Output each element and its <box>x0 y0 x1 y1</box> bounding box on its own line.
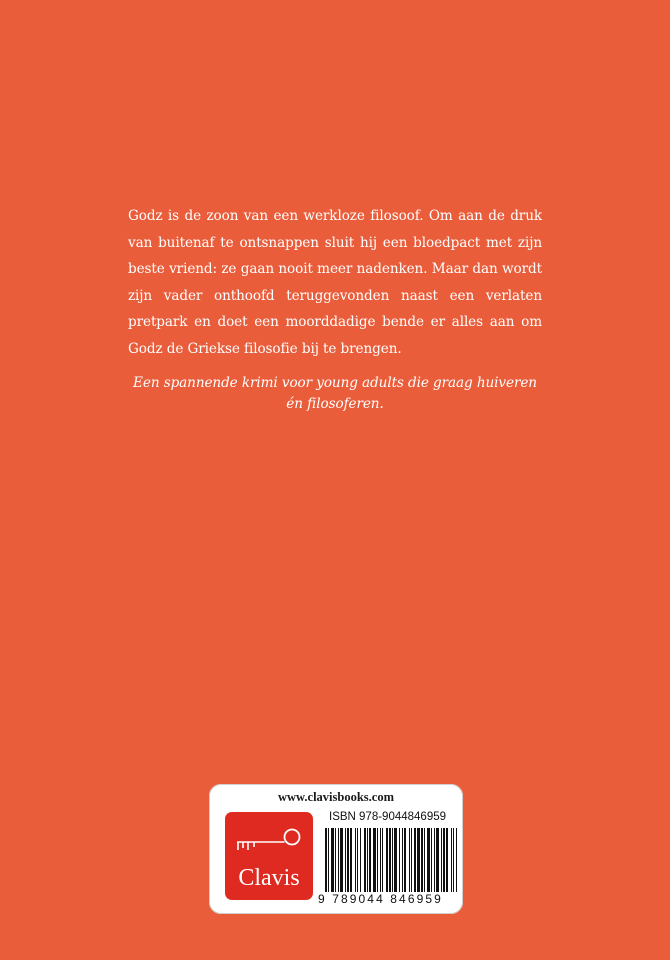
barcode-bar <box>411 828 412 892</box>
barcode-bar <box>357 828 358 892</box>
barcode-bar <box>427 828 430 892</box>
barcode-bar <box>424 828 425 892</box>
publisher-website: www.clavisbooks.com <box>278 790 394 804</box>
barcode-bar <box>399 828 400 892</box>
isbn-text: ISBN 978-9044846959 <box>329 811 447 823</box>
barcode-bar <box>369 828 371 892</box>
barcode-bar <box>392 828 393 892</box>
barcode-bar <box>456 828 457 892</box>
barcode-bar <box>382 828 383 892</box>
barcode-bar <box>436 828 439 892</box>
barcode-bar <box>404 828 406 892</box>
barcode-number: 9 789044 846959 <box>318 892 443 906</box>
publisher-logo <box>225 812 313 900</box>
barcode-bar <box>409 828 410 892</box>
barcode-bar <box>355 828 356 892</box>
barcode-bar <box>347 828 349 892</box>
barcode-bar <box>441 828 442 892</box>
publisher-name: Clavis <box>238 865 300 891</box>
back-cover-blurb <box>128 203 542 415</box>
barcode-bar <box>360 828 361 892</box>
barcode-bar <box>421 828 423 892</box>
barcode-bar <box>451 828 452 892</box>
barcode-bar <box>367 828 368 892</box>
barcode-bar <box>389 828 391 892</box>
barcode-bar <box>335 828 336 892</box>
barcode-bar <box>386 828 388 892</box>
barcode-bar <box>338 828 339 892</box>
barcode-bar <box>431 828 432 892</box>
barcode-bar <box>434 828 435 892</box>
barcode-bar <box>377 828 378 892</box>
barcode-bar <box>394 828 397 892</box>
barcode-bar <box>345 828 346 892</box>
barcode-bar <box>453 828 454 892</box>
blurb-summary: Godz is de zoon van een werkloze filosoof. Om aan de druk van buitenaf te ontsnappen sluit hij een bloedpact met zijn beste vriend: ze gaan nooit meer nadenken. Maar dan wordt zijn vader onthoofd teruggevonden naast een verlaten pretpark en doet een moorddadige bende er alles aan om Godz de Griekse filosofie bij te brengen. <box>128 208 542 357</box>
barcode-bar <box>364 828 366 892</box>
barcode-bar <box>446 828 448 892</box>
barcode <box>325 828 457 892</box>
barcode-bar <box>414 828 416 892</box>
barcode-bar <box>443 828 445 892</box>
barcode-bar <box>380 828 381 892</box>
key-icon <box>233 820 305 860</box>
barcode-bar <box>340 828 343 892</box>
barcode-bar <box>373 828 376 892</box>
barcode-bar <box>325 828 327 892</box>
barcode-bar <box>328 828 329 892</box>
blurb-tagline: Een spannende krimi voor young adults die graag huiveren én filosoferen. <box>133 375 537 412</box>
barcode-bar <box>350 828 352 892</box>
isbn-label-box <box>209 784 463 914</box>
barcode-bar <box>331 828 334 892</box>
barcode-bar <box>417 828 420 892</box>
barcode-bar <box>402 828 403 892</box>
